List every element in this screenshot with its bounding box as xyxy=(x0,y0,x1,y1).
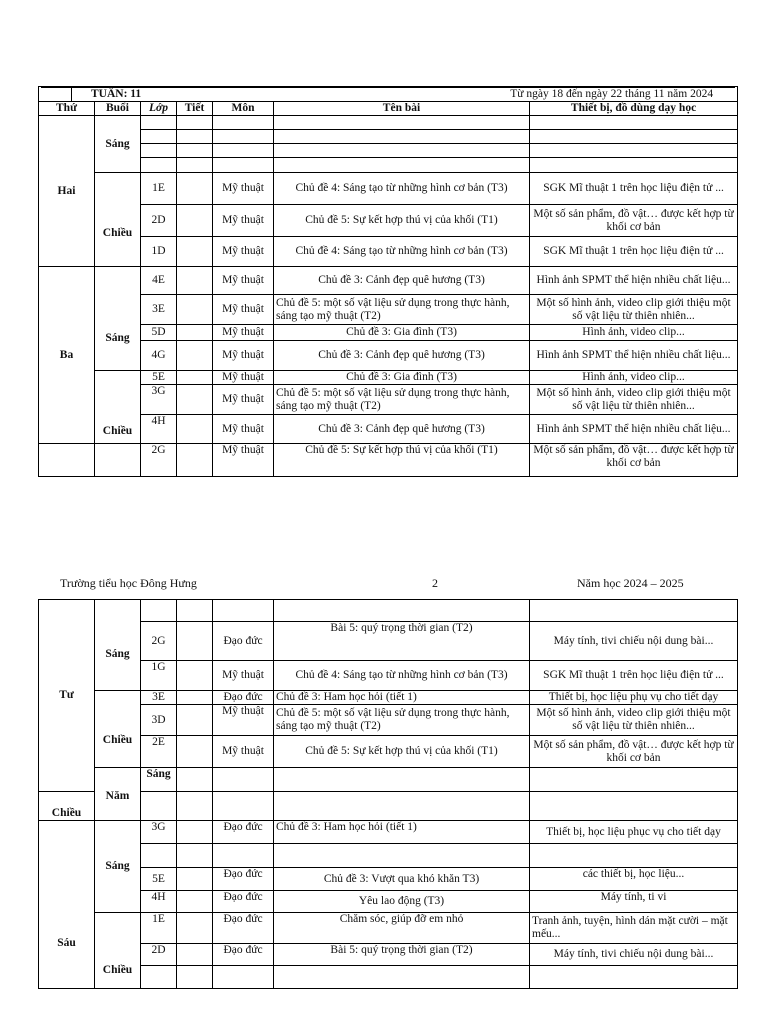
equipment-cell: Một số hình ảnh, video clip giới thiệu một số vật liệu từ thiên nhiên... xyxy=(530,295,738,325)
lesson-cell: Chủ đề 4: Sáng tạo từ những hình cơ bản (T3) xyxy=(274,237,530,267)
schedule-table-continued xyxy=(38,599,738,989)
class-cell: 2D xyxy=(141,944,177,966)
col-header-day: Thứ xyxy=(39,102,95,116)
class-cell: 5E xyxy=(141,371,177,385)
subject-cell: Mỹ thuật xyxy=(213,415,274,444)
subject-cell: Mỹ thuật xyxy=(213,705,274,736)
subject-cell: Mỹ thuật xyxy=(213,341,274,371)
table-row xyxy=(39,295,738,325)
table-row xyxy=(39,325,738,341)
class-cell: 5E xyxy=(141,868,177,891)
schedule-table-week xyxy=(38,86,738,477)
lesson-cell: Chủ đề 3: Cảnh đẹp quê hương (T3) xyxy=(274,341,530,371)
session-cell: Sáng xyxy=(95,821,141,913)
date-range: Từ ngày 18 đến ngày 22 tháng 11 năm 2024 xyxy=(510,88,714,100)
table-row xyxy=(39,891,738,913)
school-name: Trường tiểu học Đông Hưng xyxy=(60,576,197,590)
subject-cell: Mỹ thuật xyxy=(213,267,274,295)
class-cell: 4H xyxy=(141,415,177,444)
table-row xyxy=(39,705,738,736)
equipment-cell: Thiết bị, học liệu phụ vụ cho tiết dạy xyxy=(530,691,738,705)
school-year: Năm học 2024 – 2025 xyxy=(577,576,684,590)
subject-cell: Đạo đức xyxy=(213,891,274,913)
day-cell-tu: Tư xyxy=(39,600,95,792)
lesson-cell: Yêu lao động (T3) xyxy=(274,891,530,913)
subject-cell: Mỹ thuật xyxy=(213,295,274,325)
session-cell: Sáng xyxy=(95,116,141,173)
equipment-cell: Máy tính, ti vi xyxy=(530,891,738,913)
table-row xyxy=(39,237,738,267)
day-cell-nam: Năm xyxy=(95,768,141,821)
equipment-cell: Một số hình ảnh, video clip giới thiệu một số vật liệu từ thiên nhiên... xyxy=(530,705,738,736)
col-header-class: Lớp xyxy=(141,102,177,116)
lesson-cell: Chủ đề 5: Sự kết hợp thú vị của khối (T1) xyxy=(274,205,530,237)
equipment-cell: SGK Mĩ thuật 1 trên học liệu điện tử ... xyxy=(530,661,738,691)
lesson-cell: Chủ đề 3: Gia đình (T3) xyxy=(274,325,530,341)
page-footer xyxy=(0,576,768,590)
class-cell: 2D xyxy=(141,205,177,237)
lesson-cell: Chủ đề 4: Sáng tạo từ những hình cơ bản (T3) xyxy=(274,661,530,691)
table-row xyxy=(39,868,738,891)
equipment-cell: SGK Mĩ thuật 1 trên học liệu điện tử ... xyxy=(530,173,738,205)
subject-cell: Đạo đức xyxy=(213,622,274,661)
col-header-period: Tiết xyxy=(177,102,213,116)
table-row xyxy=(39,768,738,792)
table-row xyxy=(39,341,738,371)
equipment-cell: Thiết bị, học liệu phục vụ cho tiết dạy xyxy=(530,821,738,844)
session-cell: Chiều xyxy=(39,792,95,821)
subject-cell: Mỹ thuật xyxy=(213,736,274,768)
table-row xyxy=(39,144,738,158)
col-header-equipment: Thiết bị, đồ dùng dạy học xyxy=(530,102,738,116)
equipment-cell: Hình ảnh SPMT thể hiện nhiều chất liệu... xyxy=(530,267,738,295)
class-cell: 4H xyxy=(141,891,177,913)
class-cell: 4E xyxy=(141,267,177,295)
session-cell: Sáng xyxy=(95,267,141,371)
table-row xyxy=(39,116,738,130)
lesson-cell: Chủ đề 5: một số vật liệu sử dụng trong thực hành, sáng tạo mỹ thuật (T2) xyxy=(274,705,530,736)
subject-cell: Mỹ thuật xyxy=(213,385,274,415)
subject-cell: Đạo đức xyxy=(213,868,274,891)
table-row xyxy=(39,844,738,868)
class-cell: 1E xyxy=(141,173,177,205)
table-row xyxy=(39,444,738,477)
class-cell: 2G xyxy=(141,444,177,477)
class-cell: 3E xyxy=(141,295,177,325)
lesson-cell: Chủ đề 3: Cảnh đẹp quê hương (T3) xyxy=(274,267,530,295)
table-row xyxy=(39,173,738,205)
table-row xyxy=(39,385,738,415)
class-cell: 3G xyxy=(141,385,177,415)
class-cell: 1G xyxy=(141,661,177,691)
table-row xyxy=(39,913,738,944)
subject-cell: Đạo đức xyxy=(213,821,274,844)
week-header-row xyxy=(39,87,738,102)
col-header-session: Buổi xyxy=(95,102,141,116)
class-cell: 3E xyxy=(141,691,177,705)
lesson-cell: Chủ đề 3: Vượt qua khó khăn T3) xyxy=(274,868,530,891)
equipment-cell: Tranh ảnh, tuyện, hình dán mặt cười – mặt mếu... xyxy=(530,913,738,944)
table-row xyxy=(39,205,738,237)
day-cell-hai: Hai xyxy=(39,116,95,267)
session-cell: Sáng xyxy=(141,768,177,792)
table-row xyxy=(39,600,738,622)
lesson-cell: Chủ đề 5: một số vật liệu sử dụng trong thực hành, sáng tạo mỹ thuật (T2) xyxy=(274,295,530,325)
equipment-cell: Máy tính, tivi chiếu nội dung bài... xyxy=(530,622,738,661)
subject-cell: Mỹ thuật xyxy=(213,205,274,237)
table-row xyxy=(39,158,738,173)
subject-cell: Mỹ thuật xyxy=(213,661,274,691)
table-row xyxy=(39,371,738,385)
table-row xyxy=(39,792,738,821)
equipment-cell: Hình ảnh SPMT thể hiện nhiều chất liệu... xyxy=(530,415,738,444)
table-row xyxy=(39,415,738,444)
col-header-lesson: Tên bài xyxy=(274,102,530,116)
page-number: 2 xyxy=(432,576,438,590)
session-cell: Chiều xyxy=(95,173,141,267)
lesson-cell: Chủ đề 5: một số vật liệu sử dụng trong thực hành, sáng tạo mỹ thuật (T2) xyxy=(274,385,530,415)
equipment-cell: Máy tính, tivi chiếu nội dung bài... xyxy=(530,944,738,966)
lesson-cell: Chủ đề 3: Cảnh đẹp quê hương (T3) xyxy=(274,415,530,444)
table-row xyxy=(39,736,738,768)
equipment-cell: các thiết bị, học liệu... xyxy=(530,868,738,891)
class-cell: 1E xyxy=(141,913,177,944)
lesson-cell: Chăm sóc, giúp đỡ em nhỏ xyxy=(274,913,530,944)
table-row xyxy=(39,944,738,966)
subject-cell: Mỹ thuật xyxy=(213,173,274,205)
subject-cell: Đạo đức xyxy=(213,944,274,966)
lesson-cell: Chủ đề 5: Sự kết hợp thú vị của khối (T1) xyxy=(274,736,530,768)
table-row xyxy=(39,691,738,705)
lesson-cell: Bài 5: quý trọng thời gian (T2) xyxy=(274,944,530,966)
lesson-cell: Bài 5: quý trọng thời gian (T2) xyxy=(274,622,530,661)
table-row xyxy=(39,966,738,989)
equipment-cell: Một số sản phẩm, đồ vật… được kết hợp từ khối cơ bản xyxy=(530,736,738,768)
subject-cell: Mỹ thuật xyxy=(213,444,274,477)
class-cell: 3D xyxy=(141,705,177,736)
subject-cell: Mỹ thuật xyxy=(213,325,274,341)
equipment-cell: SGK Mĩ thuật 1 trên học liệu điện tử ... xyxy=(530,237,738,267)
table-row xyxy=(39,130,738,144)
class-cell: 5D xyxy=(141,325,177,341)
day-cell-sau: Sáu xyxy=(39,821,95,989)
table-row xyxy=(39,622,738,661)
equipment-cell: Một số hình ảnh, video clip giới thiệu một số vật liệu từ thiên nhiên... xyxy=(530,385,738,415)
session-cell: Sáng xyxy=(95,600,141,691)
equipment-cell: Một số sản phẩm, đồ vật… được kết hợp từ khối cơ bản xyxy=(530,444,738,477)
class-cell: 4G xyxy=(141,341,177,371)
lesson-cell: Chủ đề 3: Ham học hỏi (tiết 1) xyxy=(274,821,530,844)
subject-cell: Đạo đức xyxy=(213,913,274,944)
session-cell: Chiều xyxy=(95,691,141,768)
lesson-cell: Chủ đề 3: Gia đình (T3) xyxy=(274,371,530,385)
equipment-cell: Hình ảnh, video clip... xyxy=(530,371,738,385)
session-cell: Chiều xyxy=(95,371,141,444)
col-header-subject: Môn xyxy=(213,102,274,116)
column-header-row xyxy=(39,102,738,116)
subject-cell: Đạo đức xyxy=(213,691,274,705)
lesson-cell: Chủ đề 4: Sáng tạo từ những hình cơ bản (T3) xyxy=(274,173,530,205)
subject-cell: Mỹ thuật xyxy=(213,237,274,267)
equipment-cell: Hình ảnh, video clip... xyxy=(530,325,738,341)
table-row xyxy=(39,821,738,844)
class-cell: 2G xyxy=(141,622,177,661)
equipment-cell: Một số sản phẩm, đồ vật… được kết hợp từ khối cơ bản xyxy=(530,205,738,237)
session-cell: Chiều xyxy=(95,913,141,989)
class-cell: 3G xyxy=(141,821,177,844)
table-row xyxy=(39,267,738,295)
table-row xyxy=(39,661,738,691)
class-cell: 1D xyxy=(141,237,177,267)
lesson-cell: Chủ đề 3: Ham học hỏi (tiết 1) xyxy=(274,691,530,705)
day-cell-ba: Ba xyxy=(39,267,95,444)
class-cell: 2E xyxy=(141,736,177,768)
subject-cell: Mỹ thuật xyxy=(213,371,274,385)
week-label: TUẦN: 11 xyxy=(91,88,142,100)
equipment-cell: Hình ảnh SPMT thể hiện nhiều chất liệu... xyxy=(530,341,738,371)
lesson-cell: Chủ đề 5: Sự kết hợp thú vị của khối (T1) xyxy=(274,444,530,477)
